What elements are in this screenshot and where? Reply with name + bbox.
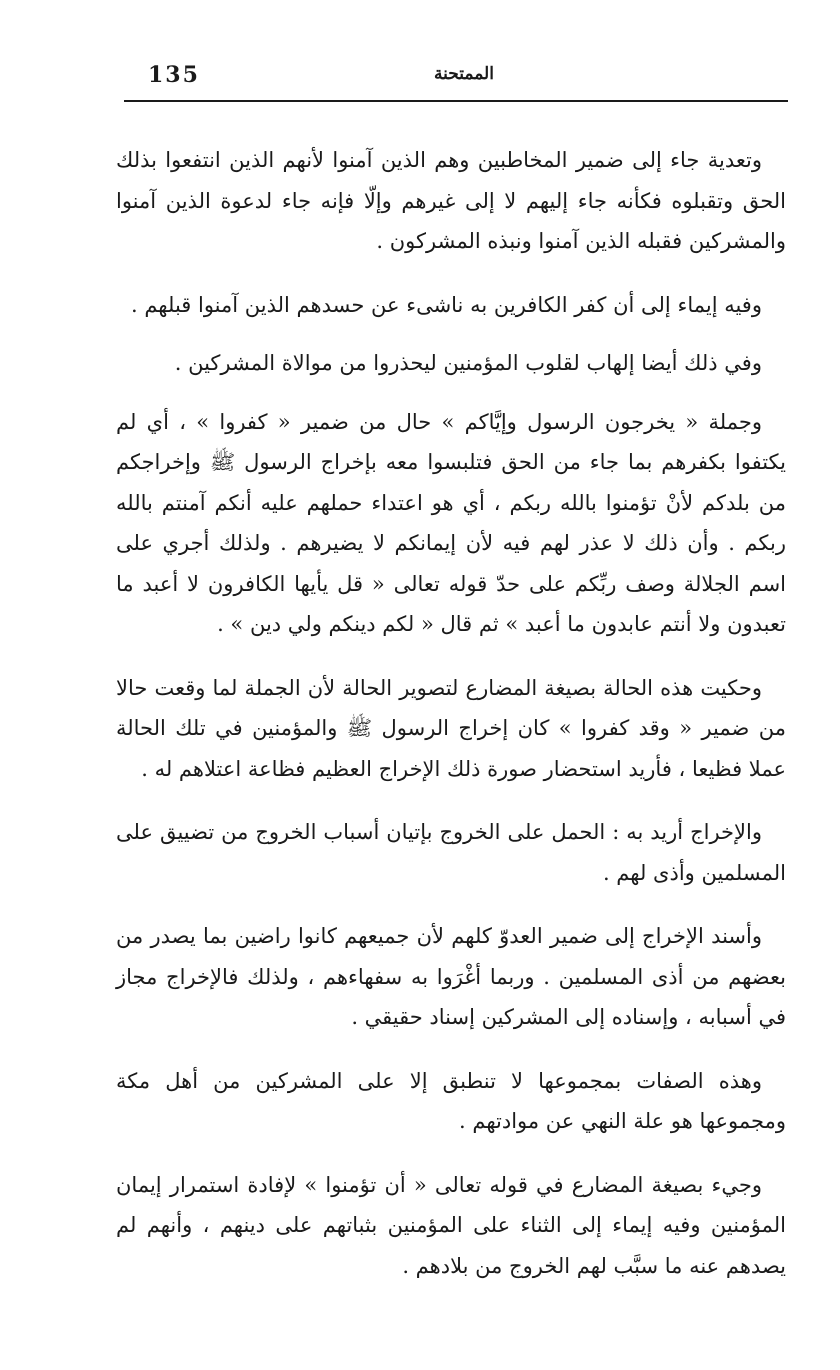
page-body	[116, 140, 786, 1309]
paragraph: وجيء بصيغة المضارع في قوله تعالى « أن تؤمنوا » لإفادة استمرار إيمان المؤمنين وفيه إيماء إلى الثناء على المؤمنين بثباتهم على دينهم ، وأنهم لم يصدهم عنه ما سبَّب لهم الخروج من بلادهم .	[116, 1172, 786, 1278]
running-title: الممتحنة	[434, 64, 494, 84]
page-number: 135	[148, 62, 200, 88]
paragraph: وأسند الإخراج إلى ضمير العدوّ كلهم لأن جميعهم كانوا راضين بما يصدر من بعضهم من أذى المسلمين . وربما أغْرَوا به سفهاءهم ، ولذلك فالإخراج مجاز في أسبابه ، وإسناده إلى المشركين إسناد حقيقي .	[116, 924, 786, 1029]
paragraph: والإخراج أريد به : الحمل على الخروج بإتيان أسباب الخروج من تضييق على المسلمين وأذى لهم .	[116, 820, 786, 885]
paragraph: وجملة « يخرجون الرسول وإيَّاكم » حال من ضمير « كفروا » ، أي لم يكتفوا بكفرهم بما جاء من الحق فتلبسوا معه بإخراج الرسول ﷺ وإخراجكم من بلدكم لأنْ تؤمنوا بالله ربكم ، أي هو اعتداء حملهم عليه أنكم آمنتم بالله ربكم . وأن ذلك لا عذر لهم فيه لأن إيمانكم لا يضيرهم . ولذلك أجري على اسم الجلالة وصف ربِّكم على حدّ قوله تعالى « قل يأيها الكافرون لا أعبد ما تعبدون ولا أنتم عابدون ما أعبد » ثم قال « لكم دينكم ولي دين » .	[116, 409, 786, 636]
header-rule	[124, 100, 788, 102]
page-header	[124, 58, 788, 98]
paragraph: وحكيت هذه الحالة بصيغة المضارع لتصوير الحالة لأن الجملة لما وقعت حالا من ضمير « وقد كفروا » كان إخراج الرسول ﷺ والمؤمنين في تلك الحالة عملا فظيعا ، فأريد استحضار صورة ذلك الإخراج العظيم فظاعة اعتلاهم له .	[116, 675, 786, 781]
paragraph: وفيه إيماء إلى أن كفر الكافرين به ناشىء عن حسدهم الذين آمنوا قبلهم .	[130, 292, 762, 317]
paragraph: وهذه الصفات بمجموعها لا تنطبق إلا على المشركين من أهل مكة ومجموعها هو علة النهي عن موادتهم .	[116, 1068, 786, 1133]
paragraph: وفي ذلك أيضا إلهاب لقلوب المؤمنين ليحذروا من موالاة المشركين .	[174, 351, 762, 375]
paragraph: وتعدية جاء إلى ضمير المخاطبين وهم الذين آمنوا لأنهم الذين انتفعوا بذلك الحق وتقبلوه فكأنه جاء إليهم لا إلى غيرهم وإلّا فإنه جاء لدعوة الذين آمنوا والمشركين فقبله الذين آمنوا ونبذه المشركون .	[116, 148, 786, 253]
